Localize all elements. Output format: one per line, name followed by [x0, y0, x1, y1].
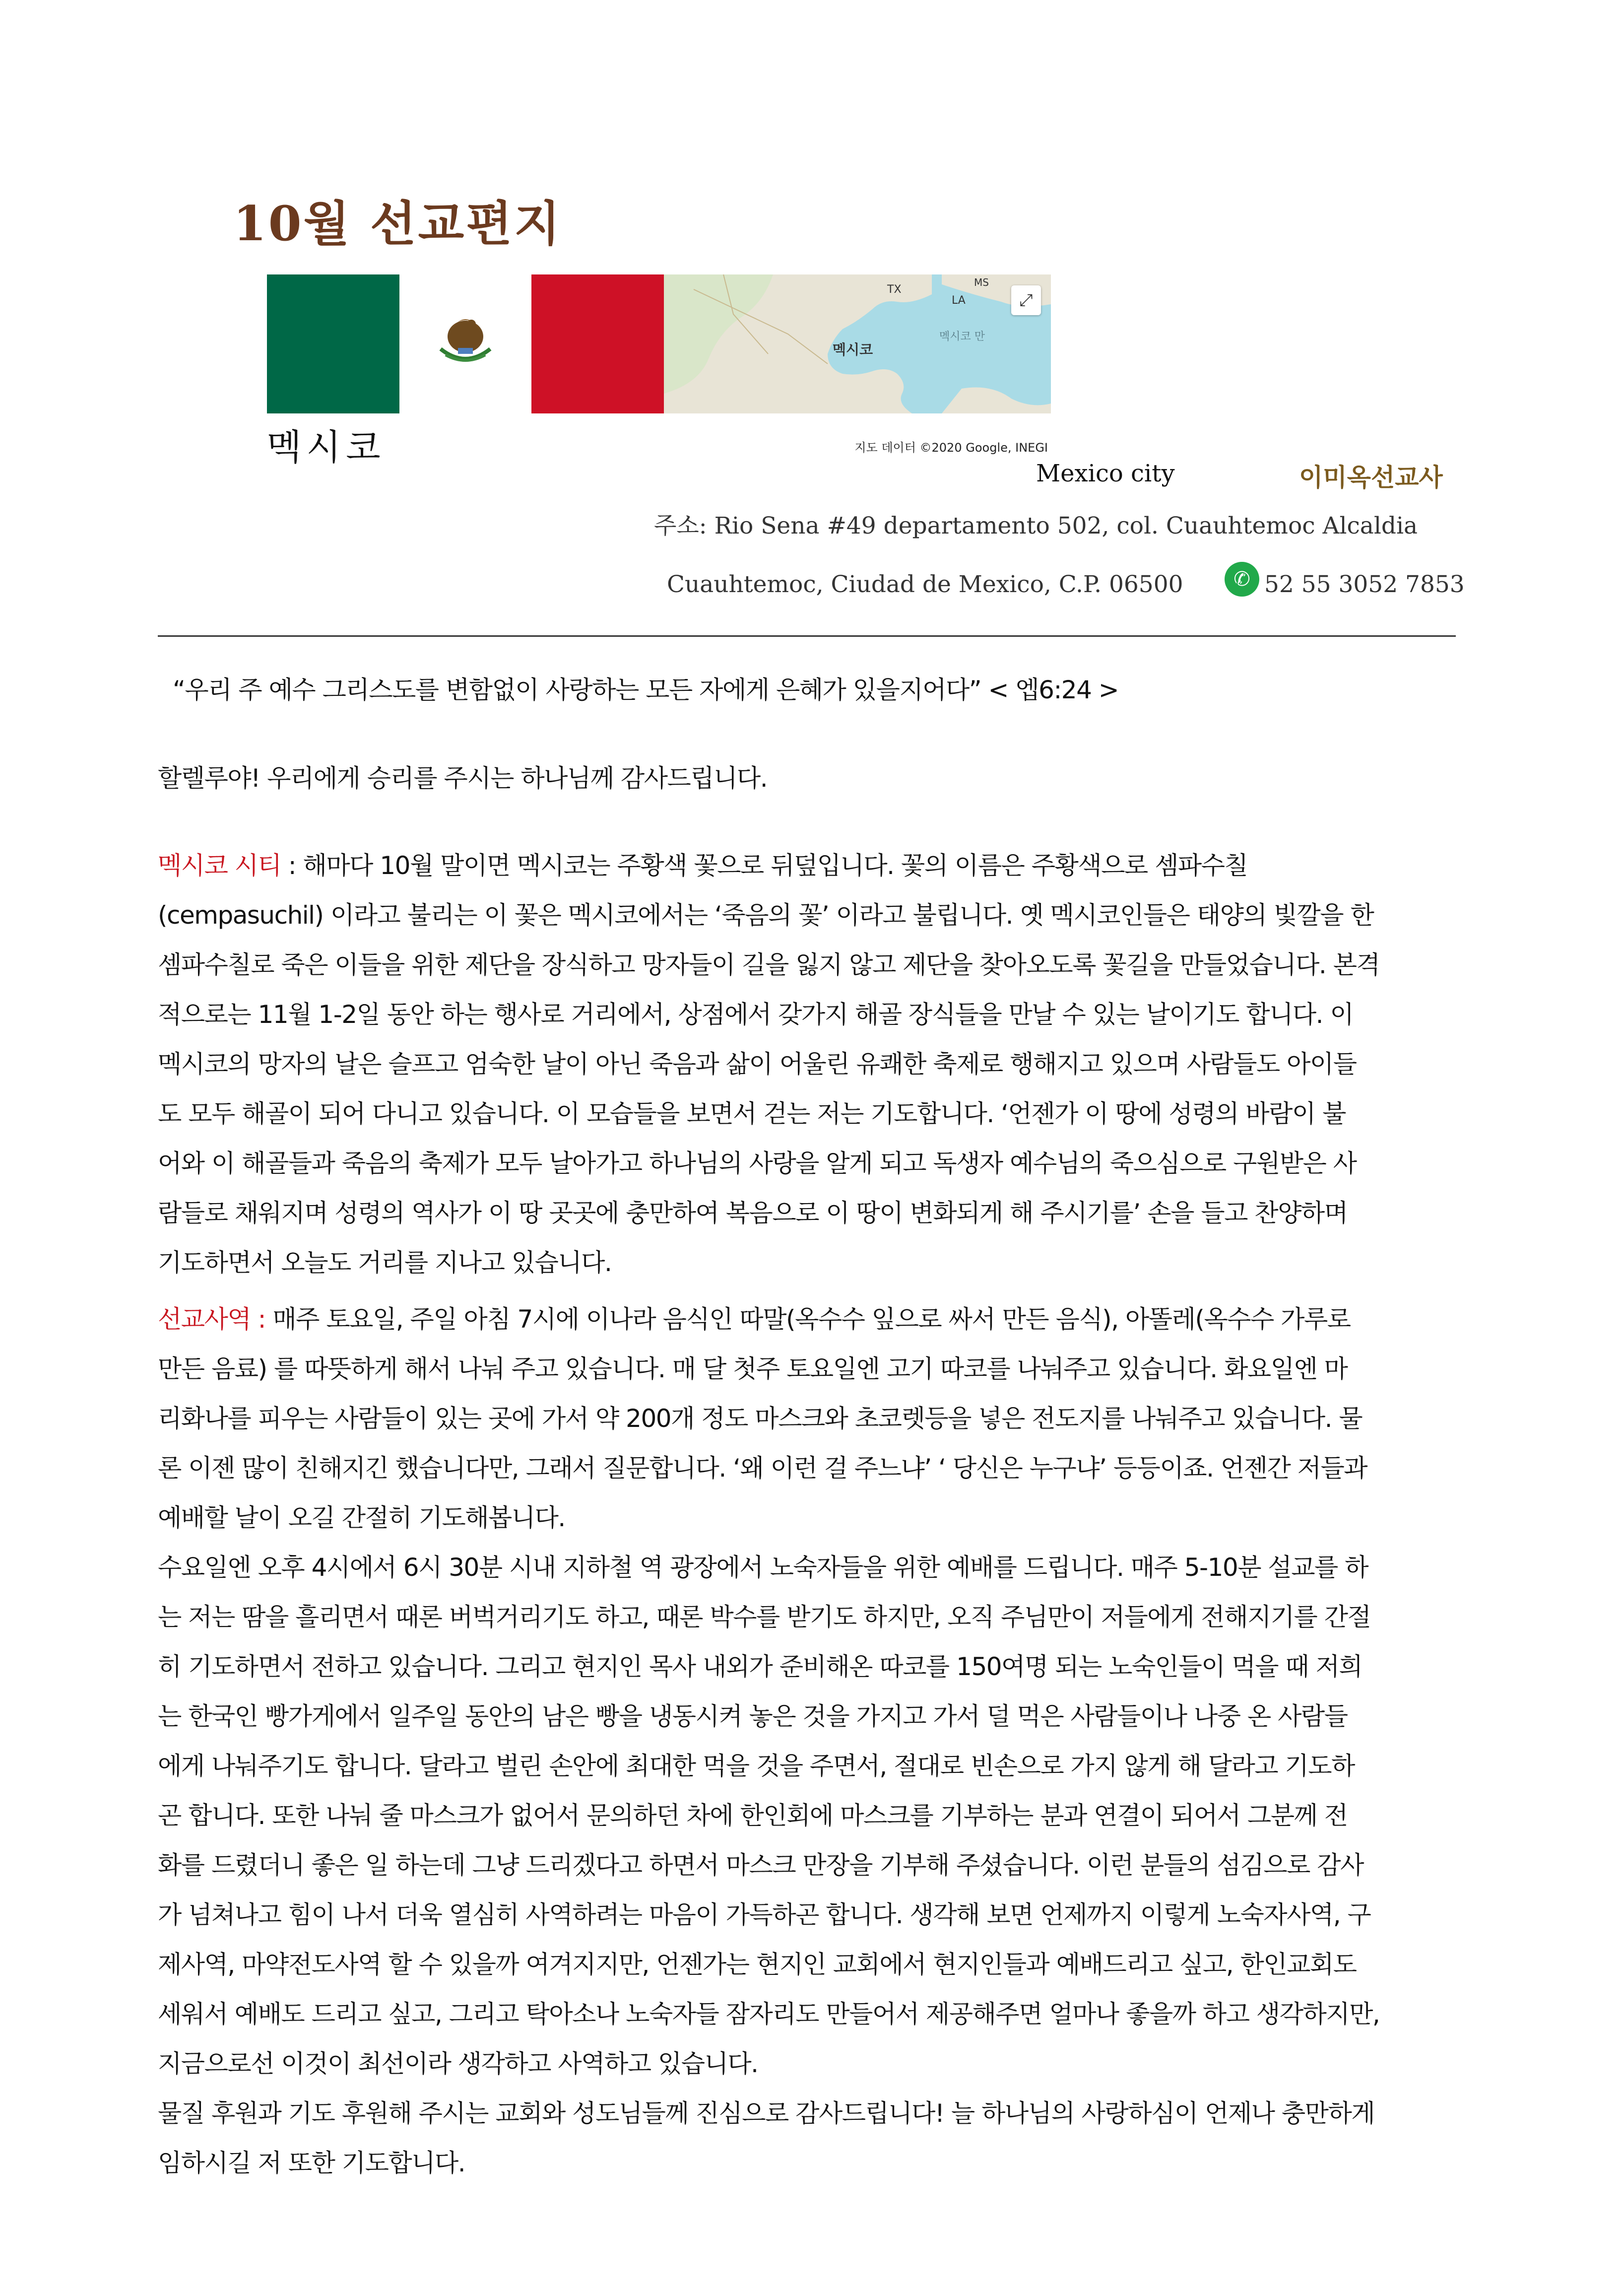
paragraph-line: 가 넘쳐나고 힘이 나서 더욱 열심히 사역하려는 마음이 가득하곤 합니다. 생각해 보면 언제까지 이렇게 노숙자사역, 구: [158, 1900, 1371, 1929]
paragraph-line: 적으로는 11월 1-2일 동안 하는 행사로 거리에서, 상점에서 갖가지 해골 장식들을 만날 수 있는 날이기도 합니다. 이: [158, 1000, 1354, 1029]
phone-icon: ✆: [1225, 562, 1259, 597]
section-mexico-city: [158, 841, 1478, 1287]
paragraph-line: 람들로 채워지며 성령의 역사가 이 땅 곳곳에 충만하여 복음으로 이 땅이 변화되게 해 주시기를’ 손을 들고 찬양하며: [158, 1199, 1348, 1227]
paragraph-line: 히 기도하면서 전하고 있습니다. 그리고 현지인 목사 내외가 준비해온 따코를 150여명 되는 노숙인들이 먹을 때 저희: [158, 1652, 1363, 1681]
paragraph-line: 화를 드렸더니 좋은 일 하는데 그냥 드리겠다고 하면서 마스크 만장을 기부해 주셨습니다. 이런 분들의 섬김으로 감사: [158, 1851, 1364, 1880]
map-label-gulf: 멕시코 만: [939, 331, 985, 343]
paragraph-line: 기도하면서 오늘도 거리를 지나고 있습니다.: [158, 1248, 612, 1277]
paragraph-line: 만든 음료) 를 따뜻하게 해서 나눠 주고 있습니다. 매 달 첫주 토요일엔 고기 따코를 나눠주고 있습니다. 화요일엔 마: [158, 1354, 1348, 1383]
paragraph-line: 예배할 날이 오길 간절히 기도해봅니다.: [158, 1503, 565, 1532]
bible-verse: “우리 주 예수 그리스도를 변함없이 사랑하는 모든 자에게 은혜가 있을지어다” < 엡6:24 >: [173, 675, 1119, 704]
paragraph-line: 곤 합니다. 또한 나눠 줄 마스크가 없어서 문의하던 차에 한인회에 마스크를 기부하는 분과 연결이 되어서 그분께 전: [158, 1801, 1348, 1830]
city-label: Mexico city: [1036, 460, 1175, 487]
paragraph-line: 는 한국인 빵가게에서 일주일 동안의 남은 빵을 냉동시켜 놓은 것을 가지고 가서 덜 먹은 사람들이나 나중 온 사람들: [158, 1702, 1348, 1731]
map-credit: 지도 데이터 ©2020 Google, INEGI: [851, 438, 1051, 455]
section-label: 선교사역 :: [158, 1305, 265, 1334]
paragraph-line: 는 저는 땀을 흘리면서 때론 버벅거리기도 하고, 때론 박수를 받기도 하지만, 오직 주님만이 저들에게 전해지기를 간절: [158, 1603, 1371, 1631]
divider: [158, 635, 1456, 637]
paragraph-line: (cempasuchil) 이라고 불리는 이 꽃은 멕시코에서는 ‘죽음의 꽃’ 이라고 불립니다. 옛 멕시코인들은 태양의 빛깔을 한: [158, 901, 1374, 930]
greeting: 할렐루야! 우리에게 승리를 주시는 하나님께 감사드립니다.: [158, 764, 768, 793]
missionary-name: 이미옥선교사: [1299, 463, 1443, 492]
paragraph-line: 세워서 예배도 드리고 싶고, 그리고 탁아소나 노숙자들 잠자리도 만들어서 제공해주면 얼마나 좋을까 하고 생각하지만,: [158, 2000, 1380, 2028]
paragraph-line: 셈파수칠로 죽은 이들을 위한 제단을 장식하고 망자들이 길을 잃지 않고 제단을 찾아오도록 꽃길을 만들었습니다. 본격: [158, 950, 1380, 979]
banner-image: [267, 274, 1051, 468]
expand-icon[interactable]: ⤢: [1011, 285, 1041, 315]
paragraph-line: : 해마다 10월 말이면 멕시코는 주황색 꽃으로 뒤덮입니다. 꽃의 이름은 주황색으로 셈파수칠: [281, 851, 1248, 880]
paragraph-line: 수요일엔 오후 4시에서 6시 30분 시내 지하철 역 광장에서 노숙자들을 위한 예배를 드립니다. 매주 5-10분 설교를 하: [158, 1553, 1368, 1582]
paragraph-line: 론 이젠 많이 친해지긴 했습니다만, 그래서 질문합니다. ‘왜 이런 걸 주느냐’ ‘ 당신은 누구냐’ 등등이죠. 언젠간 저들과: [158, 1454, 1367, 1483]
address-line-1: 주소: Rio Sena #49 departamento 502, col. Cuauhtemoc Alcaldia: [654, 512, 1418, 540]
paragraph-line: 임하시길 저 또한 기도합니다.: [158, 2149, 465, 2177]
page-title: 10월 선교편지: [233, 196, 562, 252]
paragraph-line: 물질 후원과 기도 후원해 주시는 교회와 성도님들께 진심으로 감사드립니다! 늘 하나님의 사랑하심이 언제나 충만하게: [158, 2099, 1375, 2128]
section-mission-work: [158, 1294, 1478, 2188]
paragraph-line: 리화나를 피우는 사람들이 있는 곳에 가서 약 200개 정도 마스크와 초코렛등을 넣은 전도지를 나눠주고 있습니다. 물: [158, 1404, 1363, 1433]
map-label-tx: TX: [887, 283, 902, 296]
phone-number: 52 55 3052 7853: [1264, 571, 1465, 598]
mexico-flag: [267, 274, 664, 413]
map-caption: 멕시코: [267, 426, 386, 468]
paragraph-line: 에게 나눠주기도 합니다. 달라고 벌린 손안에 최대한 먹을 것을 주면서, 절대로 빈손으로 가지 않게 해 달라고 기도하: [158, 1752, 1355, 1780]
paragraph-line: 매주 토요일, 주일 아침 7시에 이나라 음식인 따말(옥수수 잎으로 싸서 만든 음식), 아똘레(옥수수 가루로: [265, 1305, 1351, 1334]
map-label-la: LA: [952, 294, 966, 307]
paragraph-line: 멕시코의 망자의 날은 슬프고 엄숙한 날이 아닌 죽음과 삶이 어울린 유쾌한 축제로 행해지고 있으며 사람들도 아이들: [158, 1050, 1357, 1079]
address-line-2: Cuauhtemoc, Ciudad de Mexico, C.P. 06500: [667, 571, 1183, 598]
paragraph-line: 제사역, 마약전도사역 할 수 있을까 여겨지지만, 언젠가는 현지인 교회에서 현지인들과 예배드리고 싶고, 한인교회도: [158, 1950, 1357, 1979]
paragraph-line: 도 모두 해골이 되어 다니고 있습니다. 이 모습들을 보면서 걷는 저는 기도합니다. ‘언젠가 이 땅에 성령의 바람이 불: [158, 1099, 1346, 1128]
map-label-ms: MS: [974, 276, 989, 288]
map-label-mexico: 멕시코: [833, 341, 873, 358]
paragraph-line: 어와 이 해골들과 죽음의 축제가 모두 날아가고 하나님의 사랑을 알게 되고 독생자 예수님의 죽으심으로 구원받은 사: [158, 1149, 1357, 1178]
section-label: 멕시코 시티: [158, 851, 281, 880]
paragraph-line: 지금으로선 이것이 최선이라 생각하고 사역하고 있습니다.: [158, 2049, 758, 2078]
